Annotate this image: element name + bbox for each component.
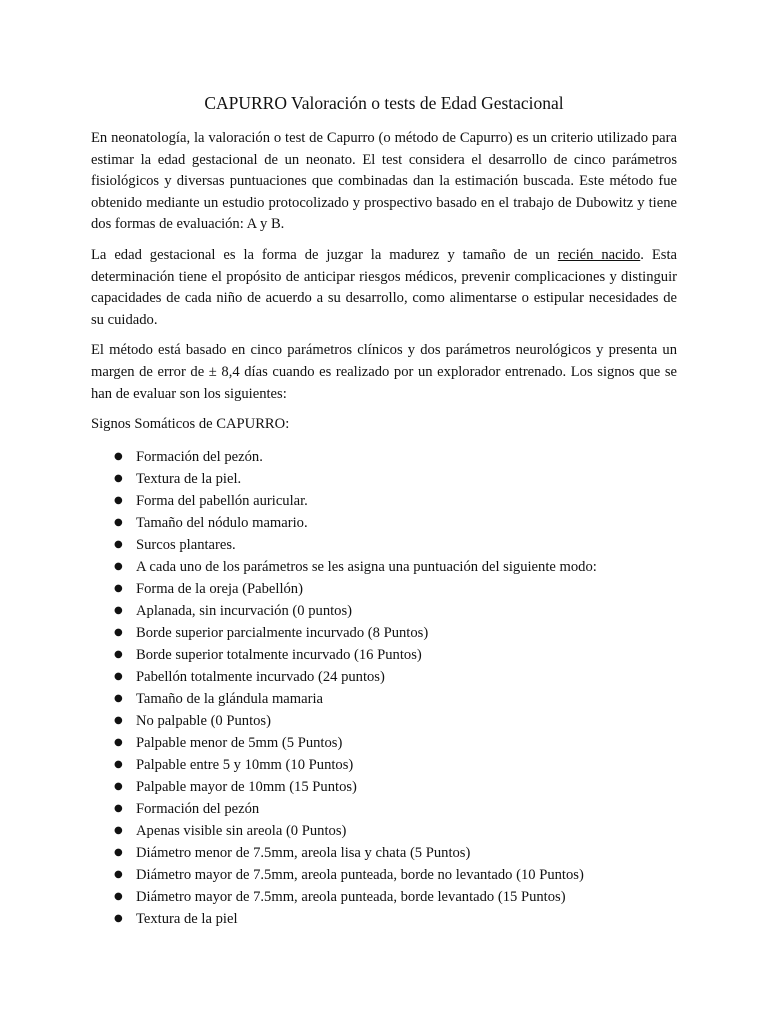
paragraph-text: . Esta determinación tiene el propósito de anticipar riesgos médicos, prevenir complicaciones y distinguir capacidades de cada niño de acuerdo a su desarrollo, como alimentarse o estipular necesidades de su cuidado. [91, 246, 677, 328]
method-paragraph [91, 340, 677, 405]
list-item [91, 666, 677, 688]
list-item [91, 622, 677, 644]
bullet-icon: ● [114, 802, 123, 814]
recien-nacido-link[interactable]: recién nacido [557, 246, 641, 263]
list-item [91, 446, 677, 468]
list-item-text: Tamaño del nódulo mamario. [136, 514, 308, 531]
bullet-icon: ● [114, 450, 123, 462]
paragraph-text: En neonatología, la valoración o test de Capurro (o método de Capurro) es un criterio utilizado para estimar la edad gestacional de un neonato. El test considera el desarrollo de cinco parámetros fisiológicos y diversas puntuaciones que combinadas dan la estimación buscada. Este método fue obtenido mediante un estudio protocolizado y prospectivo basado en el trabajo de Dubowitz y tiene dos formas de evaluación: A y B. [91, 130, 677, 233]
list-item-text: Pabellón totalmente incurvado (24 puntos) [136, 668, 385, 685]
list-item-text: Formación del pezón [136, 800, 260, 817]
list-item-text: Tamaño de la glándula mamaria [136, 690, 323, 707]
list-item [91, 820, 677, 842]
list-item [91, 534, 677, 556]
list-item [91, 842, 677, 864]
list-item [91, 908, 677, 930]
bullet-icon: ● [114, 670, 123, 682]
bullet-icon: ● [114, 626, 123, 638]
list-item-text: Palpable mayor de 10mm (15 Puntos) [136, 778, 357, 795]
list-item-text: Textura de la piel. [136, 470, 242, 487]
bullet-icon: ● [114, 648, 123, 660]
list-item-text: Diámetro mayor de 7.5mm, areola punteada, borde no levantado (10 Puntos) [136, 866, 584, 883]
bullet-icon: ● [114, 538, 123, 550]
bullet-list [91, 446, 677, 930]
bullet-icon: ● [114, 736, 123, 748]
bullet-icon: ● [114, 472, 123, 484]
list-item-text: Apenas visible sin areola (0 Puntos) [136, 822, 347, 839]
list-item [91, 864, 677, 886]
list-item-text: Surcos plantares. [136, 536, 236, 553]
list-item-text: Textura de la piel [136, 910, 238, 927]
list-item [91, 798, 677, 820]
bullet-icon: ● [114, 912, 123, 924]
bullet-icon: ● [114, 604, 123, 616]
paragraph-text: La edad gestacional es la forma de juzgar la madurez y tamaño de un [91, 246, 558, 263]
list-item-text: Diámetro mayor de 7.5mm, areola punteada, borde levantado (15 Puntos) [136, 888, 566, 905]
bullet-icon: ● [114, 890, 123, 902]
bullet-icon: ● [114, 582, 123, 594]
list-item-text: Borde superior totalmente incurvado (16 Puntos) [136, 646, 422, 663]
bullet-icon: ● [114, 824, 123, 836]
bullet-icon: ● [114, 758, 123, 770]
list-item [91, 886, 677, 908]
list-item [91, 688, 677, 710]
list-item [91, 710, 677, 732]
intro-paragraph [91, 128, 677, 236]
list-item [91, 644, 677, 666]
bullet-icon: ● [114, 714, 123, 726]
list-item-text: Forma del pabellón auricular. [136, 492, 308, 509]
bullet-icon: ● [114, 692, 123, 704]
section-heading: Signos Somáticos de CAPURRO: [91, 416, 290, 433]
list-item [91, 776, 677, 798]
list-item-text: Forma de la oreja (Pabellón) [136, 580, 303, 597]
document-title: CAPURRO Valoración o tests de Edad Gestacional [204, 93, 564, 113]
gestational-age-paragraph [91, 245, 677, 331]
bullet-icon: ● [114, 494, 123, 506]
bullet-icon: ● [114, 560, 123, 572]
list-item-text: Palpable entre 5 y 10mm (10 Puntos) [136, 756, 354, 773]
list-item [91, 556, 677, 578]
bullet-icon: ● [114, 846, 123, 858]
list-item-text: No palpable (0 Puntos) [136, 712, 271, 729]
list-item-text: Palpable menor de 5mm (5 Puntos) [136, 734, 343, 751]
list-item [91, 600, 677, 622]
list-item [91, 490, 677, 512]
list-item [91, 578, 677, 600]
list-item-text: A cada uno de los parámetros se les asigna una puntuación del siguiente modo: [136, 558, 597, 575]
list-item [91, 468, 677, 490]
paragraph-text: El método está basado en cinco parámetros clínicos y dos parámetros neurológicos y presenta un margen de error de ± 8,4 días cuando es realizado por un explorador entrenado. Los signos que se han de evaluar son los siguientes: [91, 342, 677, 402]
list-item-text: Aplanada, sin incurvación (0 puntos) [136, 602, 353, 619]
list-item [91, 732, 677, 754]
list-item-text: Formación del pezón. [136, 448, 263, 465]
document-page [91, 92, 677, 930]
bullet-icon: ● [114, 868, 123, 880]
list-item-text: Borde superior parcialmente incurvado (8 Puntos) [136, 624, 429, 641]
bullet-icon: ● [114, 780, 123, 792]
list-item [91, 512, 677, 534]
list-item [91, 754, 677, 776]
bullet-icon: ● [114, 516, 123, 528]
list-item-text: Diámetro menor de 7.5mm, areola lisa y chata (5 Puntos) [136, 844, 471, 861]
